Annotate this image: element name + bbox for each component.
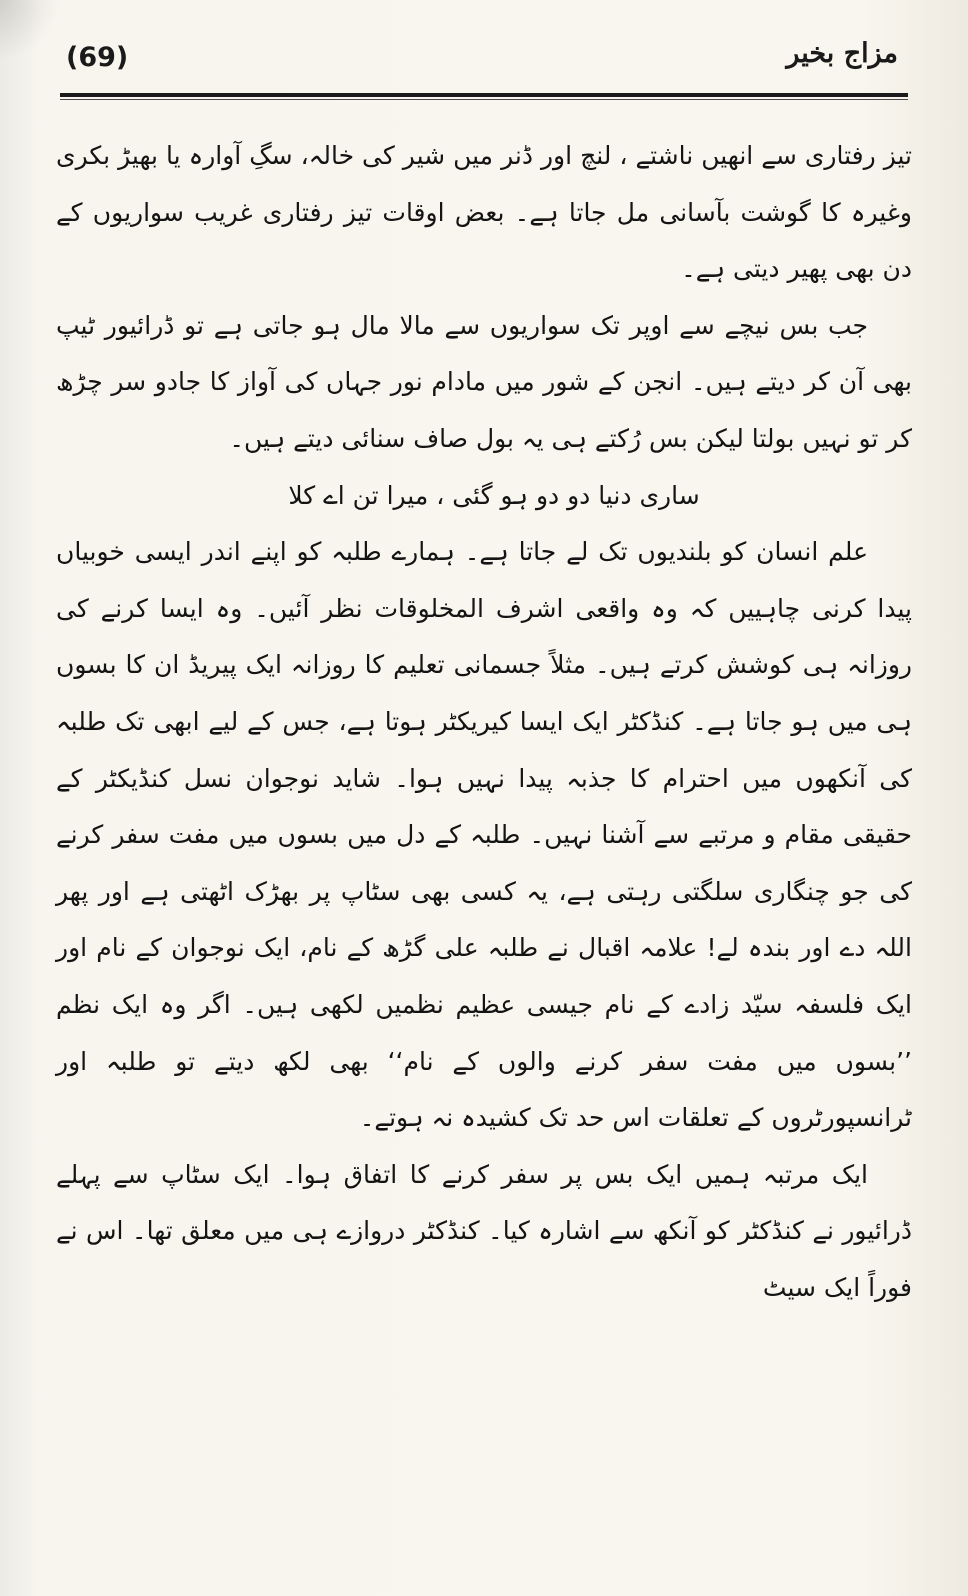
- page-body: [56, 128, 912, 1316]
- paragraph-1: تیز رفتاری سے انھیں ناشتے ، لنچ اور ڈنر میں شیر کی خالہ، سگِ آوارہ یا بھیڑ بکری وغیرہ کا گوشت بآسانی مل جاتا ہے۔ بعض اوقات تیز رفتاری غریب سواریوں کے دن بھی پھیر دیتی ہے۔: [56, 141, 912, 284]
- paragraph-4: ایک مرتبہ ہمیں ایک بس پر سفر کرنے کا اتفاق ہوا۔ ایک سٹاپ سے پہلے ڈرائیور نے کنڈکٹر کو آنکھ سے اشارہ کیا۔ کنڈکٹر دروازے ہی میں معلق تھا۔ اس نے فوراً ایک سیٹ: [56, 1159, 912, 1302]
- verse-line: ساری دنیا دو دو ہو گئی ، میرا تن اے کلا: [288, 480, 700, 510]
- book-title: مزاج بخیر: [786, 38, 898, 69]
- page-number: (69): [66, 42, 129, 73]
- header-rule-thin: [60, 99, 908, 100]
- page-corner-shadow: [0, 0, 60, 60]
- paragraph-2: جب بس نیچے سے اوپر تک سواریوں سے مالا مال ہو جاتی ہے تو ڈرائیور ٹیپ بھی آن کر دیتے ہیں۔ انجن کے شور میں مادام نور جہاں کی آواز کا جادو سر چڑھ کر تو نہیں بولتا لیکن بس رُکتے ہی یہ بول صاف سنائی دیتے ہیں۔: [56, 310, 912, 453]
- paragraph-3: علم انسان کو بلندیوں تک لے جاتا ہے۔ ہمارے طلبہ کو اپنے اندر ایسی خوبیاں پیدا کرنی چاہییں کہ وہ واقعی اشرف المخلوقات نظر آئیں۔ وہ ایسا کرنے کی روزانہ ہی کوشش کرتے ہیں۔ مثلاً جسمانی تعلیم کا روزانہ ایک پیریڈ ان کا بسوں ہی میں ہو جاتا ہے۔ کنڈکٹر ایک ایسا کیریکٹر ہوتا ہے، جس کے لیے ابھی تک طلبہ کی آنکھوں میں احترام کا جذبہ پیدا نہیں ہوا۔ شاید نوجوان نسل کنڈیکٹر کے حقیقی مقام و مرتبے سے آشنا نہیں۔ طلبہ کے دل میں بسوں میں مفت سفر کرنے کی جو چنگاری سلگتی رہتی ہے، یہ کسی بھی سٹاپ پر بھڑک اٹھتی ہے اور پھر اللہ دے اور بندہ لے! علامہ اقبال نے طلبہ علی گڑھ کے نام، ایک نوجوان کے نام اور ایک فلسفہ سیّد زادے کے نام جیسی عظیم نظمیں لکھی ہیں۔ اگر وہ ایک نظم ’’بسوں میں مفت سفر کرنے والوں کے نام‘‘ بھی لکھ دیتے تو طلبہ اور ٹرانسپورٹروں کے تعلقات اس حد تک کشیدہ نہ ہوتے۔: [56, 537, 912, 1133]
- header-rule: [60, 93, 908, 97]
- page-header: [60, 38, 908, 88]
